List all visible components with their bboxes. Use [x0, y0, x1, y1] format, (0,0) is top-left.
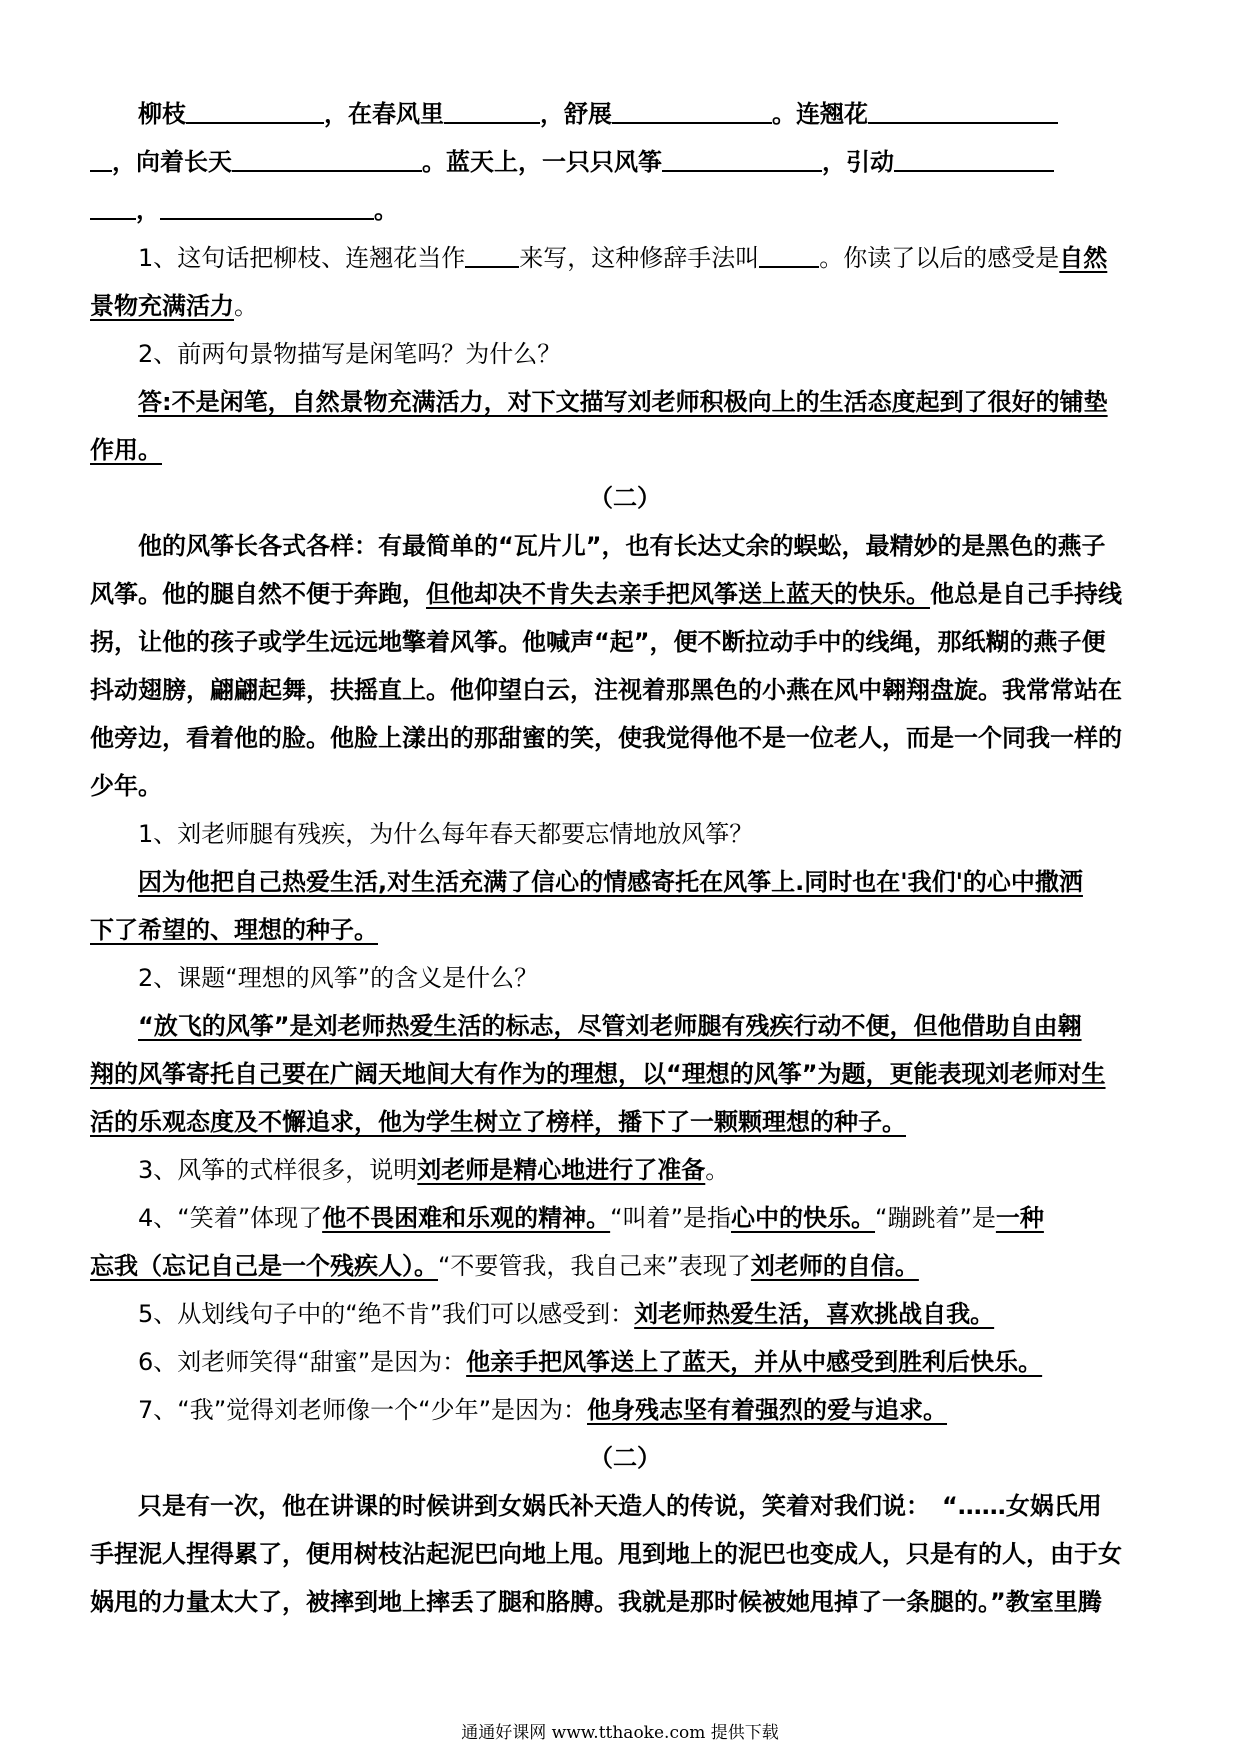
fill-text: ，向着长天	[112, 148, 232, 176]
answer-text: “放飞的风筝”是刘老师热爱生活的标志，尽管刘老师腿有残疾行动不便，但他借助自由翱	[138, 1012, 1082, 1040]
question-text: 7、“我”觉得刘老师像一个“少年”是因为：	[138, 1396, 588, 1424]
answer-text: 下了希望的、理想的种子。	[90, 916, 378, 944]
passage-line: 他的风筝长各式各样：有最简单的“瓦片儿”，也有长达丈余的蜈蚣，最精妙的是黑色的燕子	[138, 532, 1106, 560]
answer-text: 景物充满活力	[90, 292, 234, 320]
fill-text: ，	[136, 196, 160, 224]
question-text: 。你读了以后的感受是	[819, 244, 1060, 272]
answer-text: 作用。	[90, 436, 162, 464]
question-text: 1、这句话把柳枝、连翘花当作	[138, 244, 466, 272]
fill-in-line-3	[90, 186, 1160, 234]
question-text: “蹦跳着”是	[875, 1204, 996, 1232]
fill-in-line-1	[90, 90, 1160, 138]
answer-line	[90, 1098, 1160, 1146]
fill-text: ，引动	[822, 148, 894, 176]
answer-text: 他亲手把风筝送上了蓝天，并从中感受到胜利后快乐。	[466, 1348, 1043, 1376]
answer-text: 心中的快乐。	[731, 1204, 876, 1232]
passage-line: 手捏泥人捏得累了，便用树枝沾起泥巴向地上甩。甩到地上的泥巴也变成人，只是有的人，由于女	[90, 1540, 1122, 1568]
document-page	[90, 90, 1160, 1626]
answer-text: 忘我（忘记自己是一个残疾人）。	[90, 1252, 438, 1280]
passage-text: 他总是自己手持线	[930, 580, 1122, 608]
answer-blank[interactable]	[186, 96, 324, 124]
answer-line	[90, 858, 1160, 906]
question-text: 。	[234, 292, 258, 320]
answer-blank[interactable]	[90, 144, 112, 172]
question-4-cont	[90, 1242, 1160, 1290]
answer-blank[interactable]	[612, 96, 772, 124]
answer-line	[90, 906, 1160, 954]
answer-text: 他不畏困难和乐观的精神。	[322, 1204, 611, 1232]
question-text: 。	[705, 1156, 730, 1184]
fill-text: 。	[374, 196, 398, 224]
answer-text: 答:不是闲笔，自然景物充满活力，对下文描写刘老师积极向上的生活态度起到了很好的铺垫	[138, 388, 1108, 416]
question-text: 1、刘老师腿有残疾，为什么每年春天都要忘情地放风筝？	[138, 820, 754, 848]
question-text: 3、风筝的式样很多，说明	[138, 1156, 418, 1184]
answer-2-line-2	[90, 426, 1160, 474]
passage-text: 风筝。他的腿自然不便于奔跑，	[90, 580, 426, 608]
passage-line: 他旁边，看着他的脸。他脸上漾出的那甜蜜的笑，使我觉得他不是一位老人，而是一个同我一样的	[90, 724, 1122, 752]
answer-blank[interactable]	[894, 144, 1054, 172]
question-6	[90, 1338, 1160, 1386]
answer-text: 刘老师的自信。	[750, 1252, 919, 1280]
passage-line: 拐，让他的孩子或学生远远地擎着风筝。他喊声“起”，便不断拉动手中的线绳，那纸糊的燕子便	[90, 628, 1106, 656]
answer-blank[interactable]	[868, 96, 1058, 124]
answer-blank[interactable]	[90, 192, 136, 220]
fill-text: 。蓝天上，一只只风筝	[422, 148, 662, 176]
fill-in-line-2	[90, 138, 1160, 186]
passage-line	[90, 570, 1160, 618]
question-3	[90, 1146, 1160, 1194]
footer-credit: 通通好课网 www.tthaoke.com 提供下载	[461, 1723, 779, 1743]
passage-line: 少年。	[90, 772, 162, 800]
question-4	[90, 1194, 1160, 1242]
question-1	[90, 234, 1160, 282]
question-1-cont	[90, 282, 1160, 330]
answer-line	[90, 1002, 1160, 1050]
answer-text: 因为他把自己热爱生活,对生活充满了信心的情感寄托在风筝上.同时也在'我们'的心中撒洒	[138, 868, 1083, 896]
answer-blank[interactable]	[759, 240, 819, 268]
question-text: 5、从划线句子中的“绝不肯”我们可以感受到：	[138, 1300, 635, 1328]
answer-text: 一种	[995, 1204, 1044, 1232]
answer-text: 刘老师热爱生活，喜欢挑战自我。	[634, 1300, 995, 1328]
answer-line	[90, 1050, 1160, 1098]
answer-blank[interactable]	[662, 144, 822, 172]
passage-line: 只是有一次，他在讲课的时候讲到女娲氏补天造人的传说，笑着对我们说： “……女娲氏用	[138, 1492, 1102, 1520]
question-5	[90, 1290, 1160, 1338]
answer-text: 活的乐观态度及不懈追求，他为学生树立了榜样，播下了一颗颗理想的种子。	[90, 1108, 906, 1136]
question-text: 6、刘老师笑得“甜蜜”是因为：	[138, 1348, 467, 1376]
question-text: 2、课题“理想的风筝”的含义是什么？	[138, 964, 539, 992]
answer-text: 翔的风筝寄托自己要在广阔天地间大有作为的理想，以“理想的风筝”为题，更能表现刘老师对生	[90, 1060, 1106, 1088]
fill-text: 。连翘花	[772, 100, 868, 128]
passage-line: 娲甩的力量太大了，被摔到地上摔丢了腿和胳膊。我就是那时候被她甩掉了一条腿的。”教室里腾	[90, 1588, 1102, 1616]
question-text: 来写，这种修辞手法叫	[519, 244, 760, 272]
section-title: （二）	[589, 484, 661, 512]
question-2: 2、前两句景物描写是闲笔吗？为什么？	[138, 340, 562, 368]
question-7	[90, 1386, 1160, 1434]
underlined-sentence: 但他却决不肯失去亲手把风筝送上蓝天的快乐。	[426, 580, 930, 608]
answer-text: 他身残志坚有着强烈的爱与追求。	[587, 1396, 948, 1424]
fill-text: 柳枝	[138, 100, 186, 128]
answer-blank[interactable]	[444, 96, 540, 124]
passage-line: 抖动翅膀，翩翩起舞，扶摇直上。他仰望白云，注视着那黑色的小燕在风中翱翔盘旋。我常常站在	[90, 676, 1122, 704]
answer-blank[interactable]	[160, 192, 374, 220]
answer-blank[interactable]	[465, 240, 519, 268]
answer-blank[interactable]	[232, 144, 422, 172]
section-title: （二）	[589, 1444, 661, 1472]
fill-text: ，在春风里	[324, 100, 444, 128]
question-text: 4、“笑着”体现了	[138, 1204, 323, 1232]
question-text: “不要管我，我自己来”表现了	[438, 1252, 751, 1280]
answer-text: 刘老师是精心地进行了准备	[417, 1156, 706, 1184]
answer-text: 自然	[1059, 244, 1108, 272]
fill-text: ，舒展	[540, 100, 612, 128]
answer-2-line-1	[90, 378, 1160, 426]
question-text: “叫着”是指	[610, 1204, 732, 1232]
